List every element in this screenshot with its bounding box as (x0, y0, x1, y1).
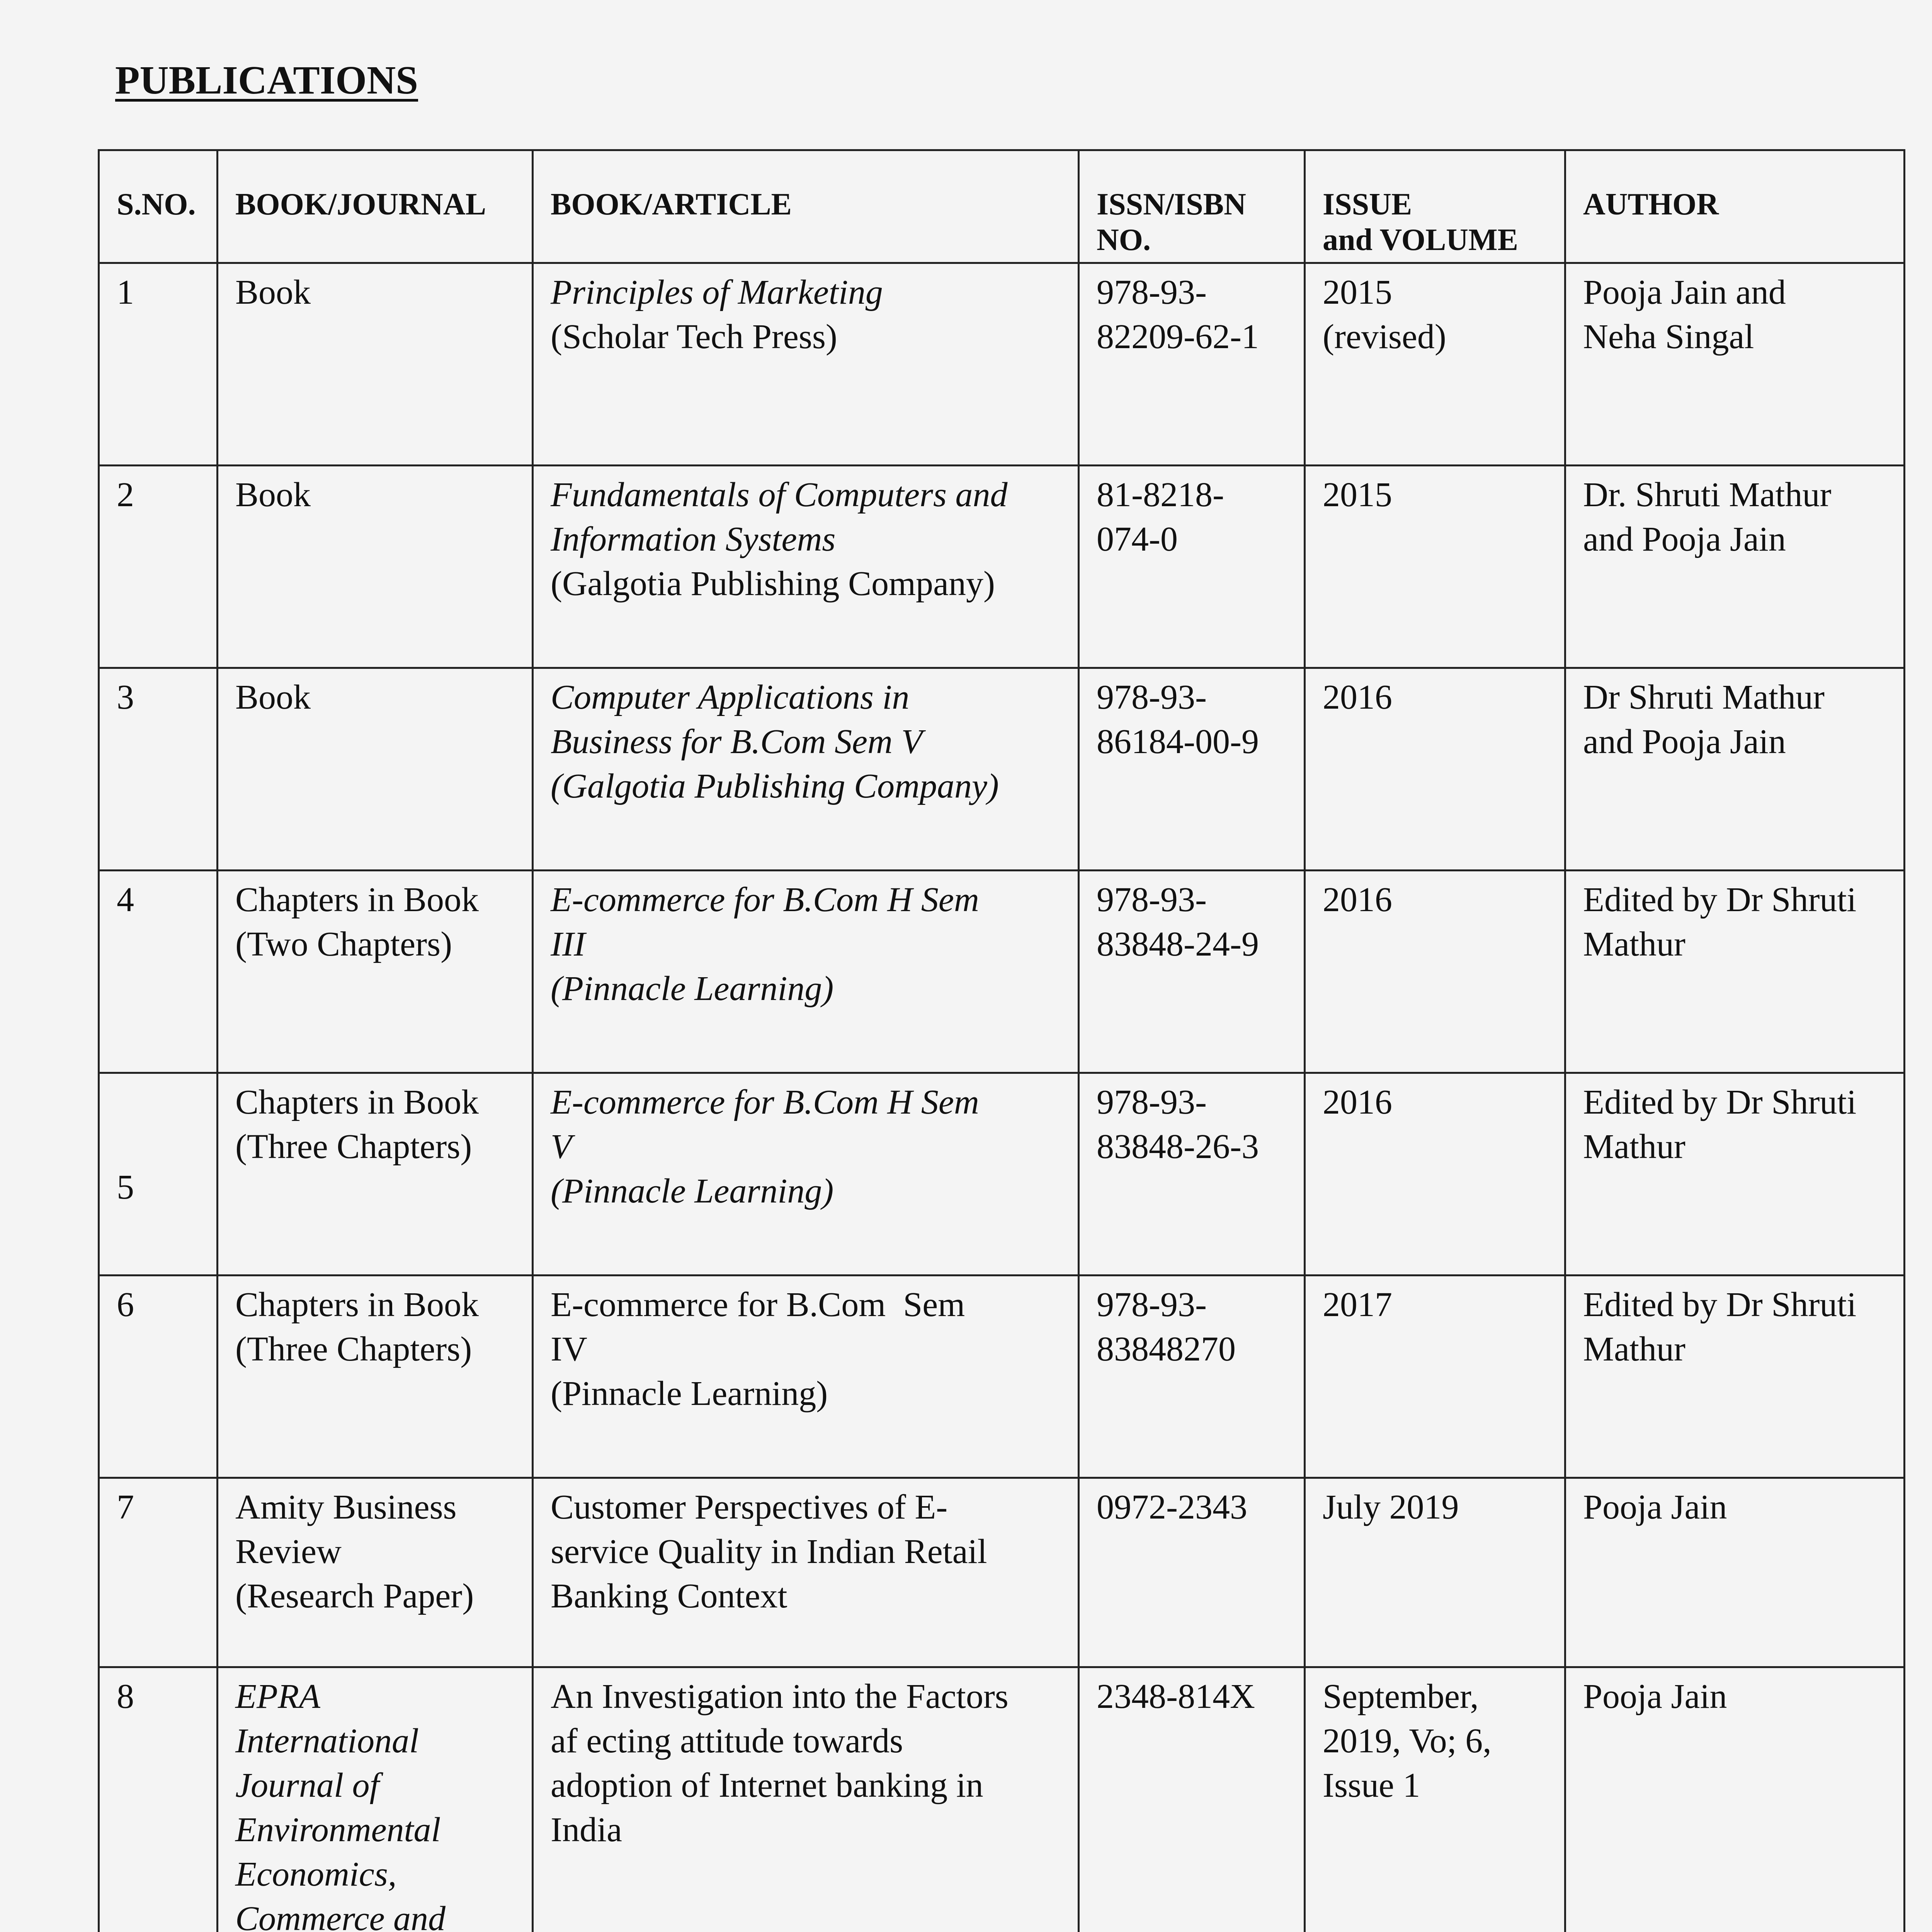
article-line: III (551, 925, 585, 963)
cell-sno (99, 1478, 218, 1667)
cell-issn (1079, 466, 1305, 668)
issue-line: 2015 (1323, 476, 1392, 514)
cell-issue (1305, 871, 1565, 1073)
article-line: (Pinnacle Learning) (551, 1374, 828, 1413)
cell-journal (218, 1073, 533, 1276)
article-line: India (551, 1811, 622, 1849)
cell-article (533, 466, 1079, 668)
journal-line: Amity Business (235, 1488, 457, 1526)
journal-line: (Research Paper) (235, 1577, 474, 1615)
issn-line: 2348-814X (1097, 1677, 1255, 1716)
article-line: An Investigation into the Factors (551, 1677, 1009, 1716)
cell-issn (1079, 1478, 1305, 1667)
article-line: Principles of Marketing (551, 273, 883, 311)
journal-line: Chapters in Book (235, 1083, 479, 1121)
cell-sno (99, 871, 218, 1073)
cell-sno (99, 1667, 218, 1932)
cell-sno (99, 668, 218, 871)
cell-issue (1305, 668, 1565, 871)
cell-author (1565, 668, 1905, 871)
author-line: and Pooja Jain (1583, 723, 1786, 761)
sno-value: 7 (117, 1488, 134, 1526)
cell-journal (218, 1276, 533, 1478)
cell-journal (218, 871, 533, 1073)
header-author-label: AUTHOR (1583, 187, 1719, 221)
journal-line: Chapters in Book (235, 1286, 479, 1324)
sno-value: 8 (117, 1677, 134, 1716)
cell-issn (1079, 1276, 1305, 1478)
header-book-article (533, 150, 1079, 263)
sno-value: 1 (117, 273, 134, 311)
cell-journal (218, 1478, 533, 1667)
cell-journal (218, 1667, 533, 1932)
table-row (99, 871, 1905, 1073)
article-line: Fundamentals of Computers and (551, 476, 1008, 514)
cell-issn (1079, 668, 1305, 871)
cell-issn (1079, 871, 1305, 1073)
header-sno-label: S.NO. (117, 187, 196, 221)
header-issn-isbn-line-1: ISSN/ISBN (1097, 187, 1246, 221)
journal-line: Review (235, 1532, 342, 1571)
cell-issue (1305, 1276, 1565, 1478)
journal-line: EPRA (235, 1677, 320, 1716)
cell-author (1565, 1478, 1905, 1667)
table-row (99, 1073, 1905, 1276)
issn-line: 978-93- (1097, 1286, 1207, 1324)
issue-line: 2016 (1323, 678, 1392, 716)
cell-article (533, 1073, 1079, 1276)
journal-line: Chapters in Book (235, 881, 479, 919)
article-line: (Pinnacle Learning) (551, 1172, 834, 1210)
cell-journal (218, 263, 533, 466)
journal-line: Journal of (235, 1766, 379, 1804)
cell-author (1565, 1276, 1905, 1478)
cell-article (533, 263, 1079, 466)
issn-line: 978-93- (1097, 881, 1207, 919)
cell-issue (1305, 1667, 1565, 1932)
issue-line: Issue 1 (1323, 1766, 1420, 1804)
issn-line: 82209-62-1 (1097, 318, 1259, 356)
issue-line: July 2019 (1323, 1488, 1459, 1526)
author-line: Edited by Dr Shruti (1583, 881, 1857, 919)
issn-line: 074-0 (1097, 520, 1178, 558)
header-issue-volume (1305, 150, 1565, 263)
issn-line: 978-93- (1097, 678, 1207, 716)
journal-line: Book (235, 678, 311, 716)
header-author (1565, 150, 1905, 263)
cell-issue (1305, 466, 1565, 668)
article-line: E-commerce for B.Com H Sem (551, 1083, 979, 1121)
issue-line: (revised) (1323, 318, 1446, 356)
author-line: Edited by Dr Shruti (1583, 1286, 1857, 1324)
issn-line: 81-8218- (1097, 476, 1224, 514)
table-row (99, 1276, 1905, 1478)
table-row (99, 1667, 1905, 1932)
cell-author (1565, 1073, 1905, 1276)
author-line: Dr Shruti Mathur (1583, 678, 1825, 716)
header-book-journal (218, 150, 533, 263)
author-line: Edited by Dr Shruti (1583, 1083, 1857, 1121)
issue-line: September, (1323, 1677, 1479, 1716)
journal-line: Book (235, 273, 311, 311)
issue-line: 2017 (1323, 1286, 1392, 1324)
header-issn-isbn-line-2: NO. (1097, 223, 1151, 257)
issue-line: 2016 (1323, 1083, 1392, 1121)
cell-author (1565, 263, 1905, 466)
cell-issue (1305, 263, 1565, 466)
article-line: V (551, 1128, 572, 1166)
cell-issue (1305, 1478, 1565, 1667)
cell-article (533, 1276, 1079, 1478)
header-sno (99, 150, 218, 263)
article-line: E-commerce for B.Com H Sem (551, 881, 979, 919)
header-issue-line-1: ISSUE (1323, 187, 1412, 221)
author-line: Neha Singal (1583, 318, 1754, 356)
journal-line: Environmental (235, 1811, 441, 1849)
cell-journal (218, 668, 533, 871)
table-row (99, 466, 1905, 668)
publications-table (98, 149, 1905, 1932)
article-line: Customer Perspectives of E- (551, 1488, 948, 1526)
table-row (99, 1478, 1905, 1667)
cell-article (533, 1667, 1079, 1932)
article-line: service Quality in Indian Retail (551, 1532, 987, 1571)
journal-line: Book (235, 476, 311, 514)
header-issue-line-2: and VOLUME (1323, 223, 1518, 257)
sno-value: 6 (117, 1286, 134, 1324)
sno-value: 5 (117, 1168, 134, 1206)
journal-line: International (235, 1722, 419, 1760)
table-row (99, 668, 1905, 871)
article-line: (Scholar Tech Press) (551, 318, 837, 356)
article-line: adoption of Internet banking in (551, 1766, 983, 1804)
cell-sno (99, 1276, 218, 1478)
author-line: Pooja Jain (1583, 1677, 1727, 1716)
sno-value: 2 (117, 476, 134, 514)
issn-line: 83848-26-3 (1097, 1128, 1259, 1166)
author-line: Pooja Jain (1583, 1488, 1727, 1526)
cell-issn (1079, 1073, 1305, 1276)
cell-journal (218, 466, 533, 668)
cell-issn (1079, 1667, 1305, 1932)
article-line: (Galgotia Publishing Company) (551, 767, 999, 805)
table-header-row (99, 150, 1905, 263)
cell-author (1565, 871, 1905, 1073)
journal-line: Commerce and (235, 1900, 446, 1932)
sno-value: 3 (117, 678, 134, 716)
cell-article (533, 1478, 1079, 1667)
header-issn-isbn (1079, 150, 1305, 263)
journal-line: Economics, (235, 1855, 397, 1893)
cell-sno (99, 263, 218, 466)
cell-issue (1305, 1073, 1565, 1276)
author-line: and Pooja Jain (1583, 520, 1786, 558)
page-title: PUBLICATIONS (115, 58, 418, 102)
cell-sno (99, 1073, 218, 1276)
article-line: Information Systems (551, 520, 836, 558)
issue-line: 2016 (1323, 881, 1392, 919)
issue-line: 2015 (1323, 273, 1392, 311)
cell-author (1565, 1667, 1905, 1932)
cell-sno (99, 466, 218, 668)
article-line: E-commerce for B.Com Sem (551, 1286, 965, 1324)
journal-line: (Two Chapters) (235, 925, 452, 963)
table-row (99, 263, 1905, 466)
cell-issn (1079, 263, 1305, 466)
journal-line: (Three Chapters) (235, 1330, 472, 1368)
journal-line: (Three Chapters) (235, 1128, 472, 1166)
header-book-journal-label: BOOK/JOURNAL (235, 187, 486, 221)
article-line: af ecting attitude towards (551, 1722, 903, 1760)
author-line: Mathur (1583, 925, 1685, 963)
issn-line: 978-93- (1097, 1083, 1207, 1121)
cell-article (533, 668, 1079, 871)
article-line: (Galgotia Publishing Company) (551, 565, 995, 603)
article-line: Business for B.Com Sem V (551, 723, 923, 761)
header-book-article-label: BOOK/ARTICLE (551, 187, 792, 221)
issn-line: 978-93- (1097, 273, 1207, 311)
issn-line: 83848-24-9 (1097, 925, 1259, 963)
article-line: Computer Applications in (551, 678, 910, 716)
sno-value: 4 (117, 881, 134, 919)
author-line: Mathur (1583, 1128, 1685, 1166)
article-line: IV (551, 1330, 587, 1368)
author-line: Mathur (1583, 1330, 1685, 1368)
issn-line: 86184-00-9 (1097, 723, 1259, 761)
issn-line: 0972-2343 (1097, 1488, 1247, 1526)
article-line: Banking Context (551, 1577, 787, 1615)
article-line: (Pinnacle Learning) (551, 969, 834, 1008)
cell-author (1565, 466, 1905, 668)
issue-line: 2019, Vo; 6, (1323, 1722, 1492, 1760)
cell-article (533, 871, 1079, 1073)
author-line: Pooja Jain and (1583, 273, 1786, 311)
issn-line: 83848270 (1097, 1330, 1236, 1368)
author-line: Dr. Shruti Mathur (1583, 476, 1832, 514)
